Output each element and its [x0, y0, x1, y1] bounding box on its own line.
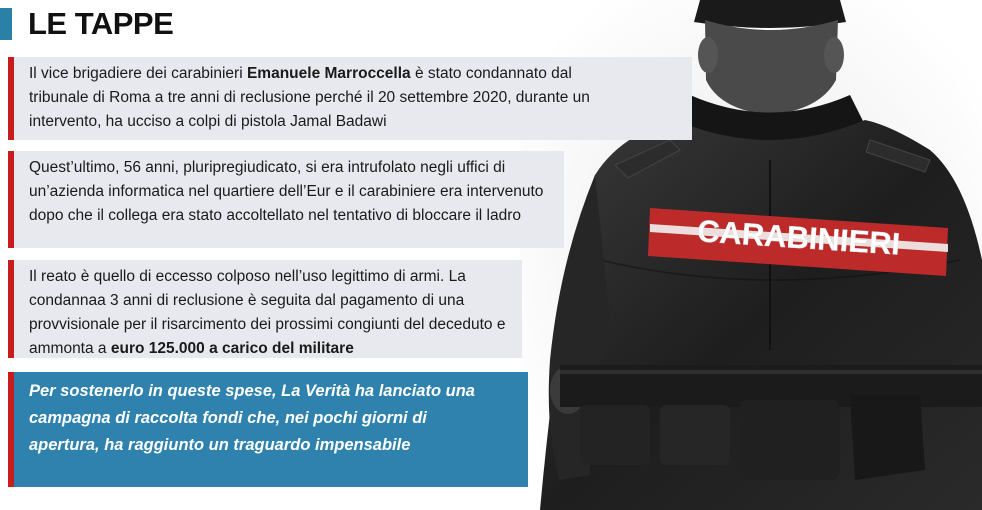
fundraising-highlight-card — [8, 372, 528, 487]
page-title: LE TAPPE — [28, 6, 174, 41]
step-card-3 — [8, 260, 522, 358]
step-text: Il vice brigadiere dei carabinieri Emanuele Marroccella è stato condannato dal tribunale di Roma a tre anni di reclusione perché il 20 settembre 2020, durante un intervento, ha ucciso a colpi di pistola Jamal Badawi — [29, 65, 590, 130]
highlight-text: Per sostenerlo in queste spese, La Verità ha lanciato una campagna di raccolta fondi che, nei pochi giorni di apertura, ha raggiunto un traguardo impensabile — [29, 382, 475, 454]
red-accent-bar — [8, 57, 14, 140]
step-card-1 — [8, 57, 692, 140]
amount-highlight: euro 125.000 a carico del militare — [110, 340, 354, 357]
patch-label: CARABINIERI — [696, 213, 902, 262]
step-text: Quest’ultimo, 56 anni, pluripregiudicato, si era intrufolato negli uffici di un’azienda informatica nel quartiere dell’Eur e il carabiniere era intervenuto dopo che il collega era stato accoltellato nel tentativo di bloccare il ladro — [29, 159, 544, 224]
header-accent-bar — [0, 8, 12, 40]
red-accent-bar — [8, 372, 14, 487]
step-text: Il reato è quello di eccesso colposo nell’uso legittimo di armi. La condannaa 3 anni di reclusione è seguita dal pagamento di una provvisionale per il risarcimento dei prossimi congiunti del deceduto e ammonta a euro 125.000 a carico del militare — [29, 268, 506, 357]
person-name: Emanuele Marroccella — [246, 65, 411, 82]
red-accent-bar — [8, 151, 14, 248]
red-accent-bar — [8, 260, 14, 358]
step-card-2 — [8, 151, 564, 248]
